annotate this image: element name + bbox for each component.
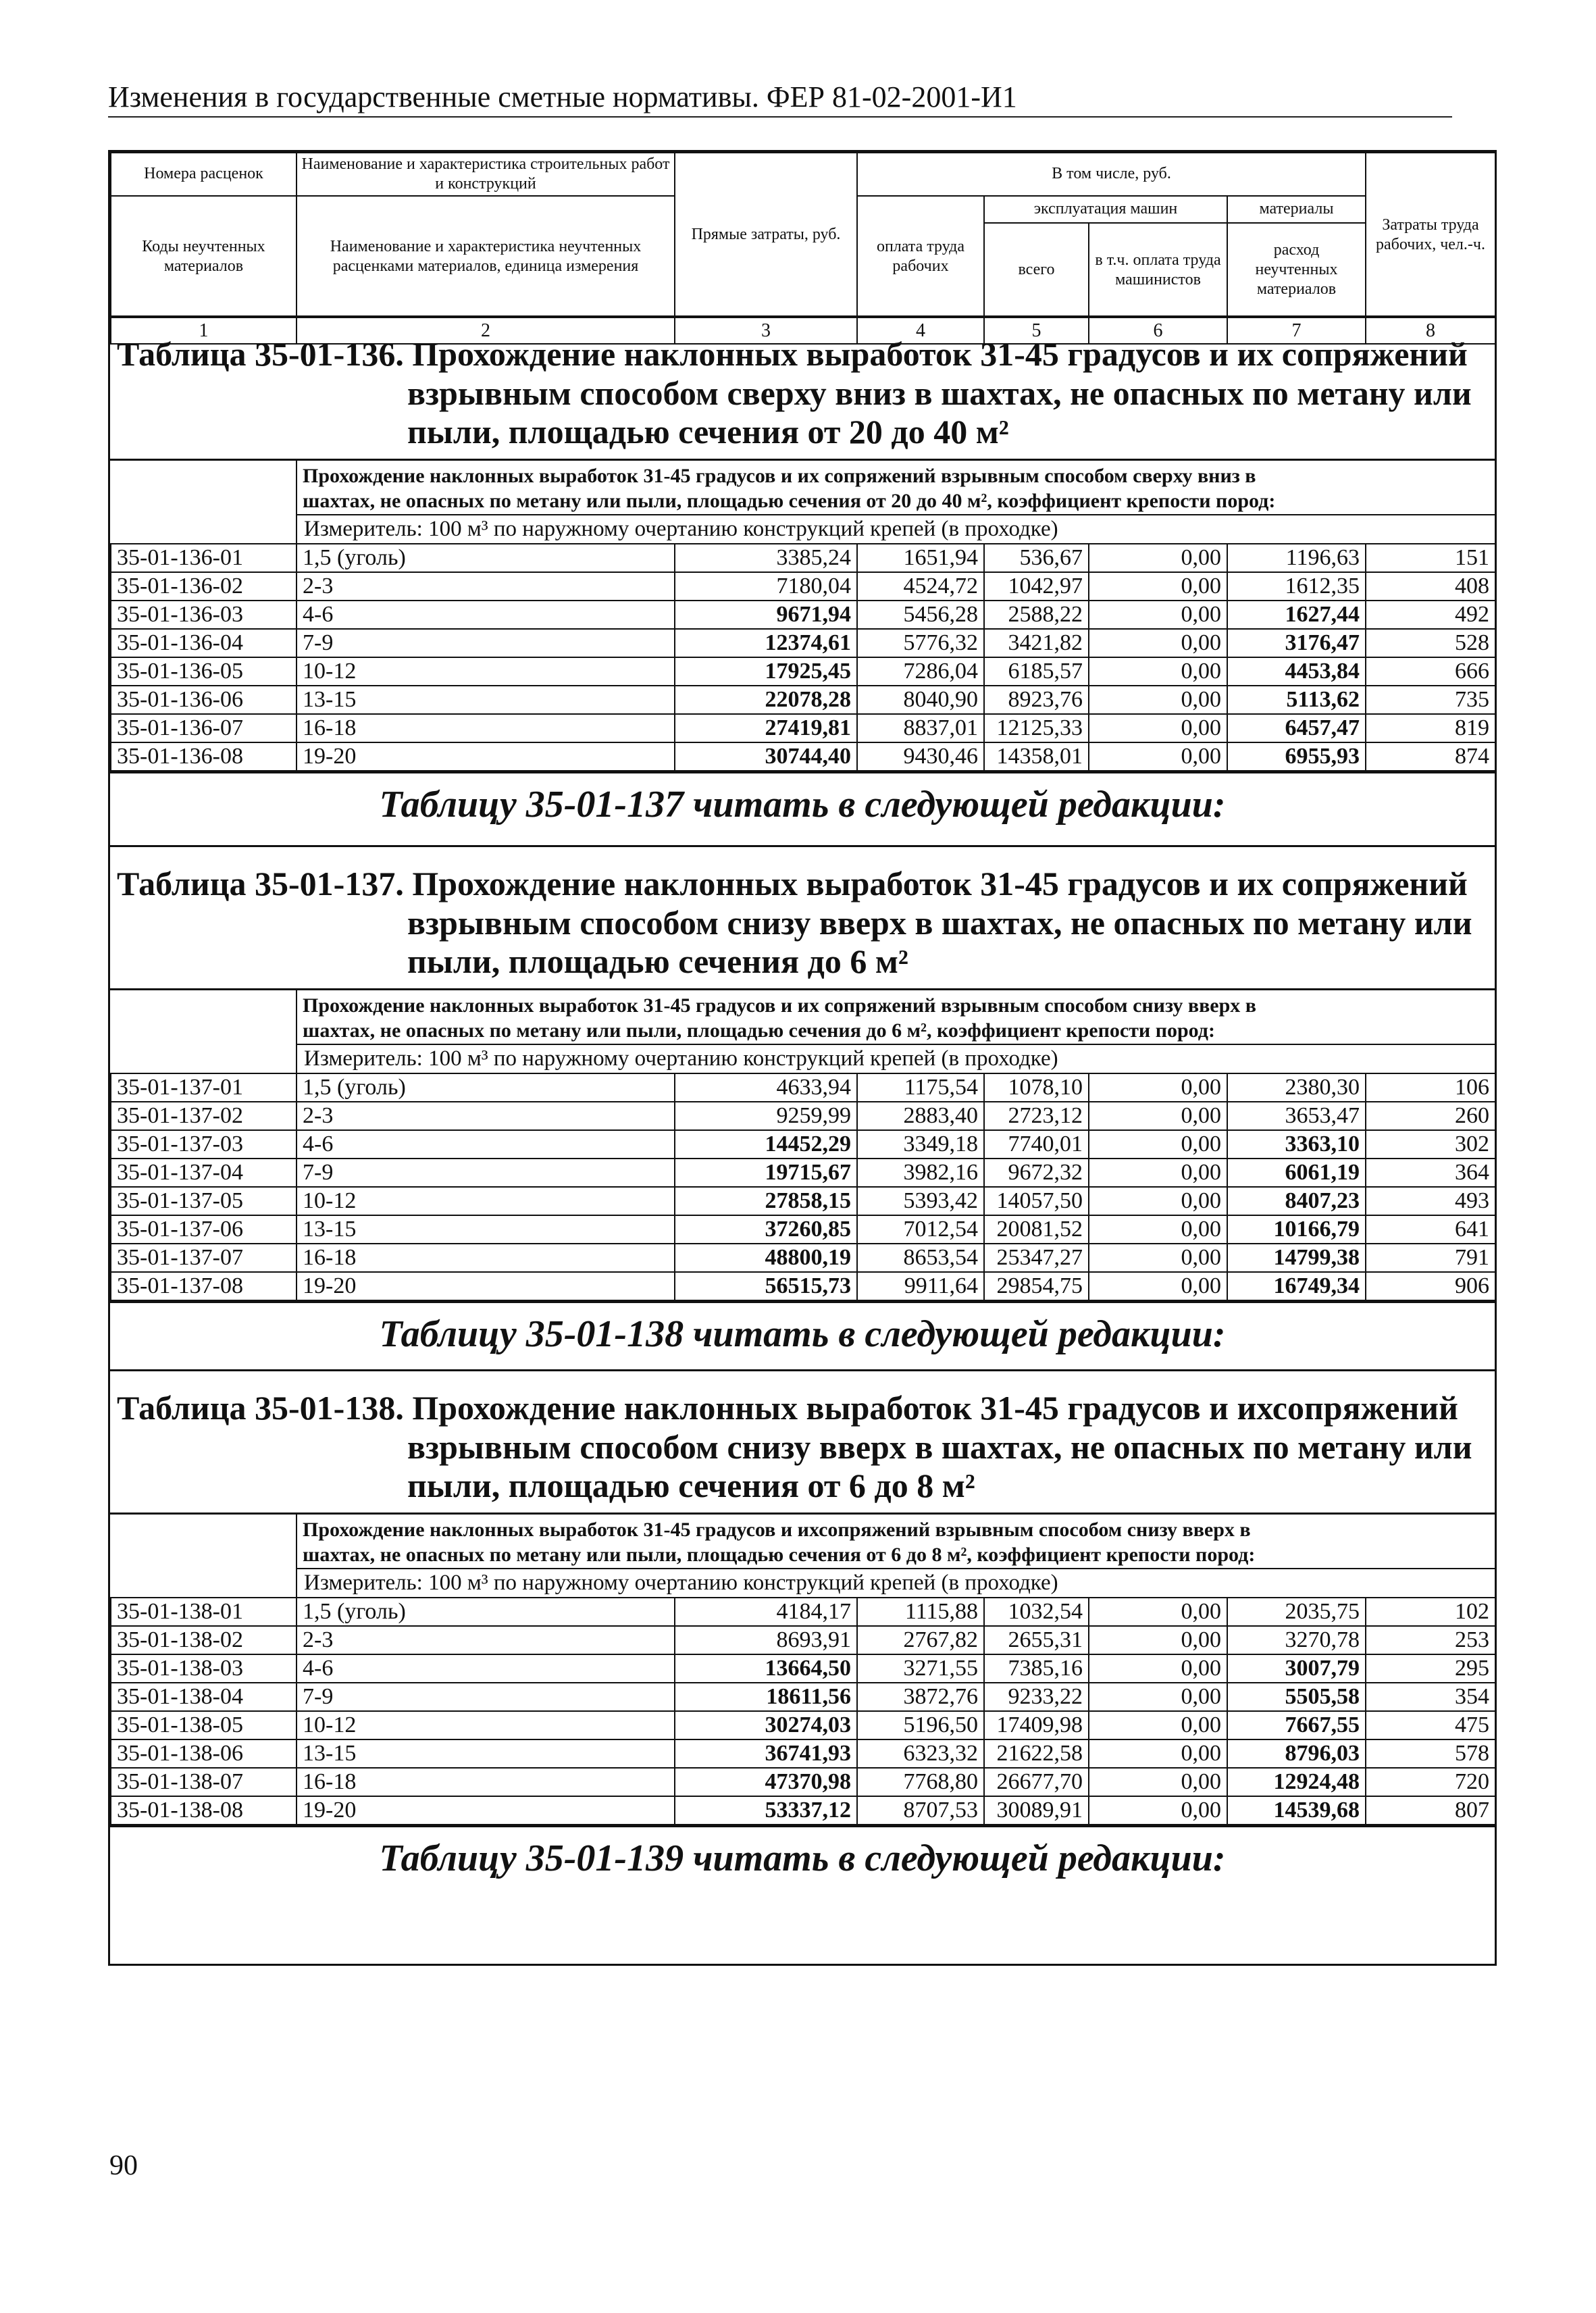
description-line: шахтах, не опасных по метану или пыли, площадью сечения от 6 до 8 м², коэффициент крепости пород: [303,1544,1256,1566]
table-row [111,1654,1495,1683]
worker-pay: 4524,72 [857,572,984,601]
rate-code: 35-01-136-01 [111,544,297,572]
description-line: шахтах, не опасных по метану или пыли, площадью сечения до 6 м², коэффициент крепости пород: [303,1019,1215,1042]
col-number: 1 [111,317,297,345]
machines-total: 1078,10 [984,1073,1089,1102]
rate-code: 35-01-136-04 [111,629,297,657]
col-number: 4 [857,317,984,345]
table-row [111,544,1495,572]
col-header-direct-costs: Прямые затраты, руб. [675,153,857,317]
section-title-line: Прохождение наклонных выработок 31-45 градусов и их сопряжений [412,335,1468,373]
labor-hours: 874 [1366,742,1495,771]
machines-total: 9672,32 [984,1159,1089,1187]
labor-hours: 528 [1366,629,1495,657]
worker-pay: 3982,16 [857,1159,984,1187]
materials-cost: 8407,23 [1227,1187,1366,1215]
machines-total: 30089,91 [984,1796,1089,1825]
description-text [296,461,1495,514]
operator-pay: 0,00 [1089,1796,1227,1825]
materials-cost: 14539,68 [1227,1796,1366,1825]
col-header-including: В том числе, руб. [857,153,1366,196]
operator-pay: 0,00 [1089,686,1227,714]
rock-hardness: 19-20 [297,1272,675,1300]
operator-pay: 0,00 [1089,1768,1227,1796]
edition-note: Таблицу 35-01-137 читать в следующей редакции: [110,771,1495,841]
col-header-materials: материалы [1227,196,1366,223]
col-header-machines-total: всего [984,223,1089,317]
labor-hours: 151 [1366,544,1495,572]
worker-pay: 8653,54 [857,1244,984,1272]
materials-cost: 1196,63 [1227,544,1366,572]
rate-code: 35-01-138-04 [111,1683,297,1711]
worker-pay: 7012,54 [857,1215,984,1244]
machines-total: 20081,52 [984,1215,1089,1244]
machines-total: 26677,70 [984,1768,1089,1796]
edition-note: Таблицу 35-01-139 читать в следующей редакции: [110,1825,1495,1895]
section-title-line: пыли, площадью сечения от 20 до 40 м² [407,413,1009,451]
labor-hours: 641 [1366,1215,1495,1244]
direct-costs: 47370,98 [675,1768,857,1796]
worker-pay: 8707,53 [857,1796,984,1825]
rate-code: 35-01-136-06 [111,686,297,714]
description-line: Прохождение наклонных выработок 31-45 градусов и их сопряжений взрывным способом снизу вверх в [303,994,1256,1017]
rate-code: 35-01-137-06 [111,1215,297,1244]
rate-code: 35-01-137-03 [111,1130,297,1159]
machines-total: 2723,12 [984,1102,1089,1130]
table-row [111,1683,1495,1711]
direct-costs: 17925,45 [675,657,857,686]
rates-table [110,543,1496,771]
operator-pay: 0,00 [1089,742,1227,771]
worker-pay: 1115,88 [857,1598,984,1626]
labor-hours: 807 [1366,1796,1495,1825]
machines-total: 25347,27 [984,1244,1089,1272]
section-title-line: взрывным способом снизу вверх в шахтах, не опасных по метану или [407,903,1472,942]
operator-pay: 0,00 [1089,1159,1227,1187]
materials-cost: 1612,35 [1227,572,1366,601]
materials-cost: 10166,79 [1227,1215,1366,1244]
table-row [111,1215,1495,1244]
rock-hardness: 4-6 [297,601,675,629]
labor-hours: 819 [1366,714,1495,742]
rate-code: 35-01-136-02 [111,572,297,601]
worker-pay: 3349,18 [857,1130,984,1159]
rate-code: 35-01-138-03 [111,1654,297,1683]
rate-code: 35-01-136-03 [111,601,297,629]
labor-hours: 492 [1366,601,1495,629]
machines-total: 14358,01 [984,742,1089,771]
col-number: 6 [1089,317,1227,345]
materials-cost: 4453,84 [1227,657,1366,686]
machines-total: 1032,54 [984,1598,1089,1626]
col-header-work-name: Наименование и характеристика строительных работ и конструкций [297,153,675,196]
rock-hardness: 16-18 [297,1768,675,1796]
direct-costs: 4633,94 [675,1073,857,1102]
direct-costs: 27419,81 [675,714,857,742]
worker-pay: 8837,01 [857,714,984,742]
rock-hardness: 13-15 [297,1215,675,1244]
rate-code: 35-01-138-07 [111,1768,297,1796]
rate-code: 35-01-137-08 [111,1272,297,1300]
materials-cost: 2035,75 [1227,1598,1366,1626]
machines-total: 6185,57 [984,657,1089,686]
rate-code: 35-01-137-01 [111,1073,297,1102]
operator-pay: 0,00 [1089,1187,1227,1215]
materials-cost: 3363,10 [1227,1130,1366,1159]
rock-hardness: 19-20 [297,742,675,771]
section-title-number: Таблица 35-01-138. [117,1389,404,1427]
operator-pay: 0,00 [1089,1683,1227,1711]
labor-hours: 735 [1366,686,1495,714]
section-description [110,988,1495,1073]
rock-hardness: 2-3 [297,1626,675,1654]
worker-pay: 5456,28 [857,601,984,629]
direct-costs: 53337,12 [675,1796,857,1825]
rock-hardness: 7-9 [297,1159,675,1187]
machines-total: 21622,58 [984,1739,1089,1768]
worker-pay: 3872,76 [857,1683,984,1711]
rock-hardness: 13-15 [297,1739,675,1768]
worker-pay: 7286,04 [857,657,984,686]
measurement-unit: Измеритель: 100 м³ по наружному очертанию конструкций крепей (в проходке) [296,1044,1495,1073]
materials-cost: 5113,62 [1227,686,1366,714]
rate-code: 35-01-138-08 [111,1796,297,1825]
machines-total: 2588,22 [984,601,1089,629]
table-row [111,629,1495,657]
labor-hours: 666 [1366,657,1495,686]
rock-hardness: 19-20 [297,1796,675,1825]
rate-code: 35-01-137-07 [111,1244,297,1272]
rock-hardness: 1,5 (уголь) [297,544,675,572]
direct-costs: 22078,28 [675,686,857,714]
rock-hardness: 2-3 [297,1102,675,1130]
header-rule [108,116,1452,118]
rock-hardness: 1,5 (уголь) [297,1073,675,1102]
rock-hardness: 7-9 [297,629,675,657]
running-header: Изменения в государственные сметные нормативы. ФЕР 81-02-2001-И1 [108,80,1017,113]
table-row [111,1159,1495,1187]
materials-cost: 12924,48 [1227,1768,1366,1796]
rock-hardness: 10-12 [297,1187,675,1215]
rate-code: 35-01-138-02 [111,1626,297,1654]
machines-total: 536,67 [984,544,1089,572]
worker-pay: 9430,46 [857,742,984,771]
table-row [111,1768,1495,1796]
operator-pay: 0,00 [1089,1102,1227,1130]
description-text [296,1515,1495,1568]
operator-pay: 0,00 [1089,1711,1227,1739]
labor-hours: 720 [1366,1768,1495,1796]
col-header-operator-pay: в т.ч. оплата труда машинистов [1089,223,1227,317]
materials-cost: 3270,78 [1227,1626,1366,1654]
worker-pay: 1651,94 [857,544,984,572]
materials-cost: 6061,19 [1227,1159,1366,1187]
edition-note: Таблицу 35-01-138 читать в следующей редакции: [110,1301,1495,1371]
section-description [110,1513,1495,1597]
worker-pay: 5776,32 [857,629,984,657]
operator-pay: 0,00 [1089,1244,1227,1272]
operator-pay: 0,00 [1089,1626,1227,1654]
materials-cost: 3176,47 [1227,629,1366,657]
section-title-line: Прохождение наклонных выработок 31-45 градусов и ихсопряжений [412,1389,1458,1427]
rock-hardness: 4-6 [297,1654,675,1683]
operator-pay: 0,00 [1089,1739,1227,1768]
machines-total: 29854,75 [984,1272,1089,1300]
materials-cost: 5505,58 [1227,1683,1366,1711]
table-row [111,742,1495,771]
labor-hours: 302 [1366,1130,1495,1159]
section-title-line: взрывным способом сверху вниз в шахтах, не опасных по метану или [407,374,1472,412]
materials-cost: 7667,55 [1227,1711,1366,1739]
worker-pay: 5393,42 [857,1187,984,1215]
labor-hours: 106 [1366,1073,1495,1102]
materials-cost: 6457,47 [1227,714,1366,742]
worker-pay: 2767,82 [857,1626,984,1654]
materials-cost: 2380,30 [1227,1073,1366,1102]
direct-costs: 48800,19 [675,1244,857,1272]
machines-total: 9233,22 [984,1683,1089,1711]
rates-table [110,1597,1496,1825]
rate-code: 35-01-136-08 [111,742,297,771]
rock-hardness: 7-9 [297,1683,675,1711]
operator-pay: 0,00 [1089,1215,1227,1244]
direct-costs: 14452,29 [675,1130,857,1159]
rock-hardness: 16-18 [297,1244,675,1272]
table-row [111,1796,1495,1825]
machines-total: 2655,31 [984,1626,1089,1654]
measurement-unit: Измеритель: 100 м³ по наружному очертанию конструкций крепей (в проходке) [296,514,1495,543]
direct-costs: 13664,50 [675,1654,857,1683]
table-row [111,1187,1495,1215]
machines-total: 12125,33 [984,714,1089,742]
description-line: Прохождение наклонных выработок 31-45 градусов и их сопряжений взрывным способом сверху вниз в [303,464,1256,487]
materials-cost: 8796,03 [1227,1739,1366,1768]
worker-pay: 1175,54 [857,1073,984,1102]
table-section [110,315,1495,841]
labor-hours: 260 [1366,1102,1495,1130]
section-description [110,459,1495,543]
rate-code: 35-01-138-01 [111,1598,297,1626]
machines-total: 14057,50 [984,1187,1089,1215]
table-row [111,1073,1495,1102]
section-title-line: пыли, площадью сечения от 6 до 8 м² [407,1467,975,1504]
operator-pay: 0,00 [1089,1598,1227,1626]
direct-costs: 3385,24 [675,544,857,572]
labor-hours: 906 [1366,1272,1495,1300]
table-row [111,686,1495,714]
table-row [111,601,1495,629]
operator-pay: 0,00 [1089,1073,1227,1102]
worker-pay: 3271,55 [857,1654,984,1683]
description-line: шахтах, не опасных по метану или пыли, площадью сечения от 20 до 40 м², коэффициент крепости пород: [303,490,1276,512]
col-header-worker-pay: оплата труда рабочих [857,196,984,317]
machines-total: 8923,76 [984,686,1089,714]
direct-costs: 18611,56 [675,1683,857,1711]
materials-cost: 6955,93 [1227,742,1366,771]
direct-costs: 36741,93 [675,1739,857,1768]
description-line: Прохождение наклонных выработок 31-45 градусов и ихсопряжений взрывным способом снизу вверх в [303,1518,1251,1541]
table-section [110,1369,1495,1895]
direct-costs: 30274,03 [675,1711,857,1739]
table-row [111,714,1495,742]
col-number: 5 [984,317,1089,345]
direct-costs: 30744,40 [675,742,857,771]
materials-cost: 3653,47 [1227,1102,1366,1130]
machines-total: 17409,98 [984,1711,1089,1739]
section-title-number: Таблица 35-01-136. [117,335,404,373]
operator-pay: 0,00 [1089,714,1227,742]
operator-pay: 0,00 [1089,1654,1227,1683]
machines-total: 7740,01 [984,1130,1089,1159]
rock-hardness: 2-3 [297,572,675,601]
labor-hours: 493 [1366,1187,1495,1215]
materials-cost: 16749,34 [1227,1272,1366,1300]
table-row [111,657,1495,686]
operator-pay: 0,00 [1089,629,1227,657]
materials-cost: 14799,38 [1227,1244,1366,1272]
table-row [111,1711,1495,1739]
table-row [111,1598,1495,1626]
section-title-line: взрывным способом снизу вверх в шахтах, не опасных по метану или [407,1427,1472,1466]
section-title-line: пыли, площадью сечения до 6 м² [407,942,908,980]
table-row [111,1739,1495,1768]
materials-cost: 1627,44 [1227,601,1366,629]
col-number: 2 [297,317,675,345]
table-row [111,572,1495,601]
direct-costs: 7180,04 [675,572,857,601]
document-table-frame [108,150,1497,1966]
direct-costs: 12374,61 [675,629,857,657]
machines-total: 3421,82 [984,629,1089,657]
rock-hardness: 10-12 [297,657,675,686]
col-number: 7 [1227,317,1366,345]
rate-code: 35-01-136-05 [111,657,297,686]
worker-pay: 5196,50 [857,1711,984,1739]
worker-pay: 2883,40 [857,1102,984,1130]
labor-hours: 295 [1366,1654,1495,1683]
labor-hours: 475 [1366,1711,1495,1739]
labor-hours: 102 [1366,1598,1495,1626]
rate-code: 35-01-137-02 [111,1102,297,1130]
labor-hours: 354 [1366,1683,1495,1711]
section-title [110,1369,1495,1510]
page-number: 90 [109,2150,138,2181]
direct-costs: 37260,85 [675,1215,857,1244]
rate-code: 35-01-138-05 [111,1711,297,1739]
rock-hardness: 13-15 [297,686,675,714]
labor-hours: 791 [1366,1244,1495,1272]
operator-pay: 0,00 [1089,601,1227,629]
rate-code: 35-01-138-06 [111,1739,297,1768]
rate-code: 35-01-137-05 [111,1187,297,1215]
machines-total: 7385,16 [984,1654,1089,1683]
table-row [111,1626,1495,1654]
direct-costs: 8693,91 [675,1626,857,1654]
worker-pay: 7768,80 [857,1768,984,1796]
rock-hardness: 16-18 [297,714,675,742]
worker-pay: 8040,90 [857,686,984,714]
col-number: 8 [1366,317,1495,345]
labor-hours: 408 [1366,572,1495,601]
col-header-machines: эксплуатация машин [984,196,1227,223]
col-header-material-consumption: расход неучтенных материалов [1227,223,1366,317]
labor-hours: 253 [1366,1626,1495,1654]
direct-costs: 9259,99 [675,1102,857,1130]
operator-pay: 0,00 [1089,1272,1227,1300]
rate-code: 35-01-136-07 [111,714,297,742]
description-text [296,990,1495,1044]
section-title [110,845,1495,986]
rock-hardness: 10-12 [297,1711,675,1739]
col-number: 3 [675,317,857,345]
col-header-labor-hours: Затраты труда рабочих, чел.-ч. [1366,153,1495,317]
direct-costs: 9671,94 [675,601,857,629]
table-row [111,1130,1495,1159]
labor-hours: 578 [1366,1739,1495,1768]
operator-pay: 0,00 [1089,657,1227,686]
direct-costs: 4184,17 [675,1598,857,1626]
rock-hardness: 1,5 (уголь) [297,1598,675,1626]
worker-pay: 9911,64 [857,1272,984,1300]
direct-costs: 19715,67 [675,1159,857,1187]
direct-costs: 56515,73 [675,1272,857,1300]
section-title-number: Таблица 35-01-137. [117,865,404,903]
machines-total: 1042,97 [984,572,1089,601]
table-row [111,1244,1495,1272]
worker-pay: 6323,32 [857,1739,984,1768]
col-header-material-name: Наименование и характеристика неучтенных расценками материалов, единица измерения [297,196,675,317]
section-title-line: Прохождение наклонных выработок 31-45 градусов и их сопряжений [412,865,1468,903]
section-title [110,315,1495,456]
rate-code: 35-01-137-04 [111,1159,297,1187]
table-section [110,845,1495,1371]
operator-pay: 0,00 [1089,572,1227,601]
measurement-unit: Измеритель: 100 м³ по наружному очертанию конструкций крепей (в проходке) [296,1568,1495,1597]
col-header-rate-numbers: Номера расценок [111,153,297,196]
rates-table [110,1073,1496,1301]
labor-hours: 364 [1366,1159,1495,1187]
materials-cost: 3007,79 [1227,1654,1366,1683]
operator-pay: 0,00 [1089,544,1227,572]
table-row [111,1272,1495,1300]
rock-hardness: 4-6 [297,1130,675,1159]
direct-costs: 27858,15 [675,1187,857,1215]
table-row [111,1102,1495,1130]
operator-pay: 0,00 [1089,1130,1227,1159]
col-header-material-codes: Коды неучтенных материалов [111,196,297,317]
